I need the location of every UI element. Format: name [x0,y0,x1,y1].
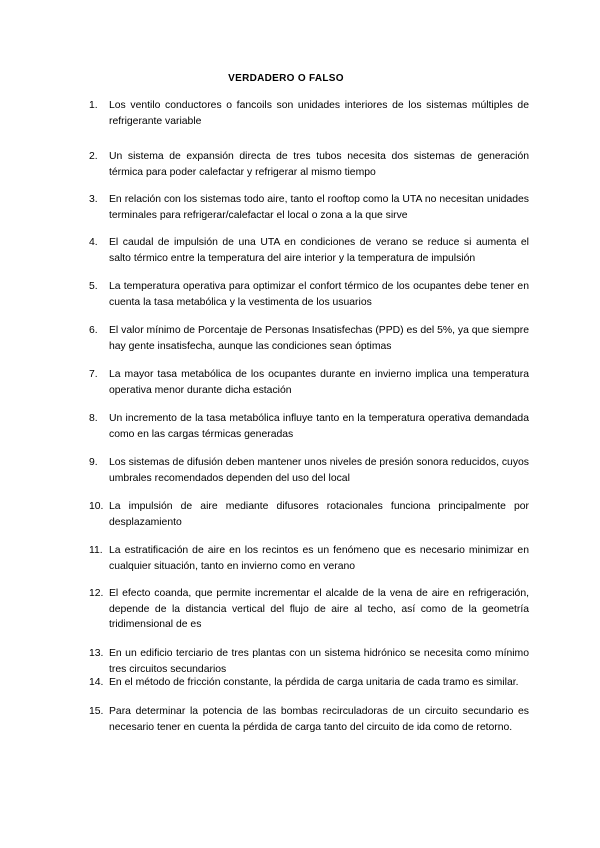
list-item-12 [89,586,529,633]
item-text: El efecto coanda, que permite incrementar el alcalde de la vena de aire en refrigeración, depende de la distancia vertical del flujo de aire al techo, así como de la geometría tridimensional de es [109,588,529,631]
item-text: La temperatura operativa para optimizar el confort térmico de los ocupantes debe tener en cuenta la tasa metabólica y la vestimenta de los usuarios [109,281,529,308]
item-number: 2. [89,151,98,162]
item-text: La mayor tasa metabólica de los ocupantes durante en invierno implica una temperatura operativa menor durante dicha estación [109,369,529,396]
item-text: El caudal de impulsión de una UTA en condiciones de verano se reduce si aumenta el salto térmico entre la temperatura del aire interior y la temperatura de impulsión [109,237,529,264]
item-number: 6. [89,325,98,336]
list-item-2 [89,149,529,180]
item-number: 9. [89,457,98,468]
item-number: 14. [89,677,104,688]
list-item-14 [89,675,529,691]
list-item-15 [89,704,529,735]
item-text: Para determinar la potencia de las bombas recirculadoras de un circuito secundario es necesario tener en cuenta la pérdida de carga tanto del circuito de ida como de retorno. [109,706,529,733]
list-item-11 [89,543,529,574]
item-number: 15. [89,706,104,717]
item-text: La impulsión de aire mediante difusores rotacionales funciona principalmente por desplazamiento [109,501,529,528]
item-text: En un edificio terciario de tres plantas con un sistema hidrónico se necesita como mínimo tres circuitos secundarios [109,648,529,675]
list-item-13 [89,646,529,677]
item-number: 7. [89,369,98,380]
item-text: Un incremento de la tasa metabólica influye tanto en la temperatura operativa demandada como en las cargas térmicas generadas [109,413,529,440]
item-number: 12. [89,588,104,599]
item-number: 11. [89,545,103,556]
item-text: Los sistemas de difusión deben mantener unos niveles de presión sonora reducidos, cuyos umbrales recomendados dependen del uso del local [109,457,529,484]
item-number: 3. [89,194,98,205]
item-text: El valor mínimo de Porcentaje de Personas Insatisfechas (PPD) es del 5%, ya que siempre hay gente insatisfecha, aunque las condiciones sean óptimas [109,325,529,352]
list-item-9 [89,455,529,486]
item-number: 8. [89,413,98,424]
list-item-3 [89,192,529,223]
list-item-6 [89,323,529,354]
item-number: 10. [89,501,104,512]
item-text: En el método de fricción constante, la pérdida de carga unitaria de cada tramo es similar. [109,677,519,688]
list-item-8 [89,411,529,442]
item-text: En relación con los sistemas todo aire, tanto el rooftop como la UTA no necesitan unidades terminales para refrigerar/calefactar el local o zona a la que sirve [109,194,529,221]
list-item-1 [89,98,529,129]
item-number: 4. [89,237,98,248]
item-number: 5. [89,281,98,292]
list-item-7 [89,367,529,398]
item-number: 1. [89,100,98,111]
item-text: La estratificación de aire en los recintos es un fenómeno que es necesario minimizar en cualquier situación, tanto en invierno como en verano [109,545,529,572]
list-item-5 [89,279,529,310]
item-text: Un sistema de expansión directa de tres tubos necesita dos sistemas de generación térmica para poder calefactar y refrigerar al mismo tiempo [109,151,529,178]
list-item-4 [89,235,529,266]
page-title: VERDADERO O FALSO [228,73,344,84]
item-number: 13. [89,648,104,659]
list-item-10 [89,499,529,530]
item-text: Los ventilo conductores o fancoils son unidades interiores de los sistemas múltiples de refrigerante variable [109,100,529,127]
